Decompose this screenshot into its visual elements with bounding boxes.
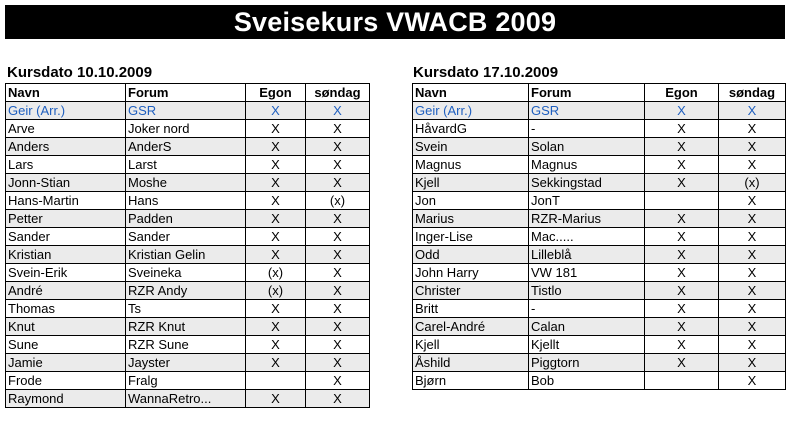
table-row bbox=[413, 300, 786, 318]
cell-sunday: (x) bbox=[306, 192, 370, 210]
session-heading: Kursdato 10.10.2009 bbox=[7, 64, 153, 81]
cell-name: Svein bbox=[413, 138, 529, 156]
cell-egon: X bbox=[246, 336, 306, 354]
cell-name: Kristian bbox=[6, 246, 126, 264]
cell-name: Åshild bbox=[413, 354, 529, 372]
cell-name: Knut bbox=[6, 318, 126, 336]
cell-forum: Sveineka bbox=[126, 264, 246, 282]
cell-forum: RZR Knut bbox=[126, 318, 246, 336]
cell-name: Anders bbox=[6, 138, 126, 156]
cell-forum: Calan bbox=[529, 318, 645, 336]
cell-egon: X bbox=[645, 300, 719, 318]
cell-forum: Padden bbox=[126, 210, 246, 228]
cell-name: HåvardG bbox=[413, 120, 529, 138]
cell-sunday: X bbox=[306, 282, 370, 300]
page-title: Sveisekurs VWACB 2009 bbox=[5, 5, 785, 39]
table-row bbox=[6, 138, 370, 156]
cell-name: Kjell bbox=[413, 336, 529, 354]
cell-sunday: X bbox=[719, 354, 786, 372]
cell-egon: X bbox=[645, 318, 719, 336]
cell-forum: Lilleblå bbox=[529, 246, 645, 264]
cell-egon bbox=[246, 372, 306, 390]
cell-name: Magnus bbox=[413, 156, 529, 174]
cell-egon: X bbox=[246, 174, 306, 192]
course-table bbox=[412, 83, 786, 390]
table-row bbox=[413, 120, 786, 138]
column-header-forum: Forum bbox=[126, 84, 246, 102]
table-row bbox=[6, 156, 370, 174]
cell-sunday: X bbox=[719, 282, 786, 300]
cell-forum: Hans bbox=[126, 192, 246, 210]
table-row bbox=[6, 336, 370, 354]
column-header-name: Navn bbox=[6, 84, 126, 102]
cell-forum: - bbox=[529, 120, 645, 138]
session-heading: Kursdato 17.10.2009 bbox=[413, 64, 559, 81]
cell-sunday: X bbox=[306, 354, 370, 372]
cell-forum: - bbox=[529, 300, 645, 318]
cell-sunday: X bbox=[306, 318, 370, 336]
table-row bbox=[6, 282, 370, 300]
cell-egon: X bbox=[645, 174, 719, 192]
cell-egon: X bbox=[246, 246, 306, 264]
cell-name: Carel-André bbox=[413, 318, 529, 336]
cell-name: Geir (Arr.) bbox=[413, 102, 529, 120]
table-row bbox=[413, 102, 786, 120]
cell-forum: RZR Andy bbox=[126, 282, 246, 300]
cell-sunday: X bbox=[719, 138, 786, 156]
cell-name: Kjell bbox=[413, 174, 529, 192]
cell-forum: Kjellt bbox=[529, 336, 645, 354]
cell-egon: X bbox=[645, 246, 719, 264]
cell-name: Jon bbox=[413, 192, 529, 210]
cell-name: Odd bbox=[413, 246, 529, 264]
table-row bbox=[6, 264, 370, 282]
table-body bbox=[413, 102, 786, 390]
table-row bbox=[413, 192, 786, 210]
cell-egon bbox=[645, 192, 719, 210]
cell-egon: X bbox=[246, 192, 306, 210]
table-row bbox=[6, 318, 370, 336]
table-header-row bbox=[413, 84, 786, 102]
cell-name: Lars bbox=[6, 156, 126, 174]
cell-forum: Solan bbox=[529, 138, 645, 156]
cell-sunday: X bbox=[306, 138, 370, 156]
cell-forum: Fralg bbox=[126, 372, 246, 390]
table-row bbox=[413, 282, 786, 300]
table-row bbox=[413, 354, 786, 372]
cell-egon: X bbox=[246, 300, 306, 318]
cell-name: Jamie bbox=[6, 354, 126, 372]
cell-name: Sander bbox=[6, 228, 126, 246]
cell-name: Bjørn bbox=[413, 372, 529, 390]
cell-forum: Mac..... bbox=[529, 228, 645, 246]
cell-forum: Larst bbox=[126, 156, 246, 174]
cell-egon: X bbox=[645, 264, 719, 282]
table-row bbox=[6, 246, 370, 264]
cell-sunday: X bbox=[306, 264, 370, 282]
cell-sunday: (x) bbox=[719, 174, 786, 192]
column-header-sunday: søndag bbox=[306, 84, 370, 102]
cell-forum: Sekkingstad bbox=[529, 174, 645, 192]
table-body bbox=[6, 102, 370, 408]
cell-name: Frode bbox=[6, 372, 126, 390]
cell-forum: JonT bbox=[529, 192, 645, 210]
cell-forum: Tistlo bbox=[529, 282, 645, 300]
cell-forum: RZR Sune bbox=[126, 336, 246, 354]
cell-forum: GSR bbox=[529, 102, 645, 120]
cell-name: Svein-Erik bbox=[6, 264, 126, 282]
table-row bbox=[6, 120, 370, 138]
cell-name: Christer bbox=[413, 282, 529, 300]
column-header-egon: Egon bbox=[645, 84, 719, 102]
cell-name: Britt bbox=[413, 300, 529, 318]
table-row bbox=[6, 210, 370, 228]
table-row bbox=[6, 192, 370, 210]
table-row bbox=[6, 102, 370, 120]
course-table bbox=[5, 83, 370, 408]
cell-sunday: X bbox=[306, 300, 370, 318]
cell-egon: (x) bbox=[246, 264, 306, 282]
cell-forum: RZR-Marius bbox=[529, 210, 645, 228]
cell-forum: Kristian Gelin bbox=[126, 246, 246, 264]
cell-sunday: X bbox=[306, 120, 370, 138]
cell-name: André bbox=[6, 282, 126, 300]
cell-sunday: X bbox=[719, 246, 786, 264]
cell-egon: X bbox=[246, 156, 306, 174]
cell-egon: X bbox=[246, 120, 306, 138]
table-header-row bbox=[6, 84, 370, 102]
cell-sunday: X bbox=[719, 102, 786, 120]
cell-sunday: X bbox=[719, 372, 786, 390]
table-row bbox=[413, 228, 786, 246]
table-row bbox=[6, 228, 370, 246]
cell-name: Hans-Martin bbox=[6, 192, 126, 210]
table-row bbox=[413, 174, 786, 192]
cell-name: Marius bbox=[413, 210, 529, 228]
table-row bbox=[413, 156, 786, 174]
table-row bbox=[413, 318, 786, 336]
cell-sunday: X bbox=[306, 390, 370, 408]
cell-name: Raymond bbox=[6, 390, 126, 408]
column-header-forum: Forum bbox=[529, 84, 645, 102]
cell-forum: VW 181 bbox=[529, 264, 645, 282]
cell-forum: Moshe bbox=[126, 174, 246, 192]
cell-egon: X bbox=[246, 390, 306, 408]
column-header-name: Navn bbox=[413, 84, 529, 102]
cell-egon: X bbox=[645, 228, 719, 246]
cell-egon: X bbox=[645, 354, 719, 372]
cell-sunday: X bbox=[719, 120, 786, 138]
cell-name: Geir (Arr.) bbox=[6, 102, 126, 120]
table-row bbox=[413, 264, 786, 282]
cell-name: Thomas bbox=[6, 300, 126, 318]
cell-sunday: X bbox=[719, 156, 786, 174]
cell-egon: X bbox=[645, 138, 719, 156]
cell-forum: AnderS bbox=[126, 138, 246, 156]
cell-sunday: X bbox=[719, 264, 786, 282]
cell-forum: Piggtorn bbox=[529, 354, 645, 372]
cell-egon: X bbox=[246, 210, 306, 228]
cell-forum: Joker nord bbox=[126, 120, 246, 138]
table-row bbox=[413, 336, 786, 354]
cell-forum: Bob bbox=[529, 372, 645, 390]
cell-name: Inger-Lise bbox=[413, 228, 529, 246]
cell-sunday: X bbox=[306, 102, 370, 120]
cell-sunday: X bbox=[719, 228, 786, 246]
cell-name: Petter bbox=[6, 210, 126, 228]
cell-name: Jonn-Stian bbox=[6, 174, 126, 192]
table-row bbox=[6, 390, 370, 408]
cell-sunday: X bbox=[719, 300, 786, 318]
cell-name: Sune bbox=[6, 336, 126, 354]
cell-egon: X bbox=[246, 318, 306, 336]
cell-egon: (x) bbox=[246, 282, 306, 300]
cell-sunday: X bbox=[306, 336, 370, 354]
cell-egon: X bbox=[645, 282, 719, 300]
cell-forum: WannaRetro... bbox=[126, 390, 246, 408]
cell-sunday: X bbox=[306, 246, 370, 264]
table-row bbox=[6, 300, 370, 318]
cell-egon bbox=[645, 372, 719, 390]
cell-sunday: X bbox=[719, 192, 786, 210]
cell-sunday: X bbox=[306, 372, 370, 390]
cell-forum: Ts bbox=[126, 300, 246, 318]
cell-egon: X bbox=[645, 102, 719, 120]
cell-sunday: X bbox=[719, 210, 786, 228]
cell-egon: X bbox=[645, 336, 719, 354]
column-header-sunday: søndag bbox=[719, 84, 786, 102]
table-row bbox=[413, 246, 786, 264]
cell-egon: X bbox=[246, 138, 306, 156]
cell-egon: X bbox=[246, 102, 306, 120]
cell-egon: X bbox=[645, 120, 719, 138]
cell-sunday: X bbox=[306, 210, 370, 228]
cell-sunday: X bbox=[719, 318, 786, 336]
cell-egon: X bbox=[645, 156, 719, 174]
cell-forum: Jayster bbox=[126, 354, 246, 372]
cell-egon: X bbox=[645, 210, 719, 228]
cell-forum: Sander bbox=[126, 228, 246, 246]
cell-name: John Harry bbox=[413, 264, 529, 282]
table-row bbox=[6, 174, 370, 192]
table-row bbox=[6, 354, 370, 372]
column-header-egon: Egon bbox=[246, 84, 306, 102]
table-row bbox=[413, 372, 786, 390]
table-row bbox=[413, 138, 786, 156]
cell-sunday: X bbox=[306, 156, 370, 174]
cell-sunday: X bbox=[306, 174, 370, 192]
table-row bbox=[413, 210, 786, 228]
cell-forum: GSR bbox=[126, 102, 246, 120]
cell-egon: X bbox=[246, 228, 306, 246]
cell-name: Arve bbox=[6, 120, 126, 138]
cell-forum: Magnus bbox=[529, 156, 645, 174]
table-row bbox=[6, 372, 370, 390]
cell-sunday: X bbox=[306, 228, 370, 246]
cell-egon: X bbox=[246, 354, 306, 372]
cell-sunday: X bbox=[719, 336, 786, 354]
